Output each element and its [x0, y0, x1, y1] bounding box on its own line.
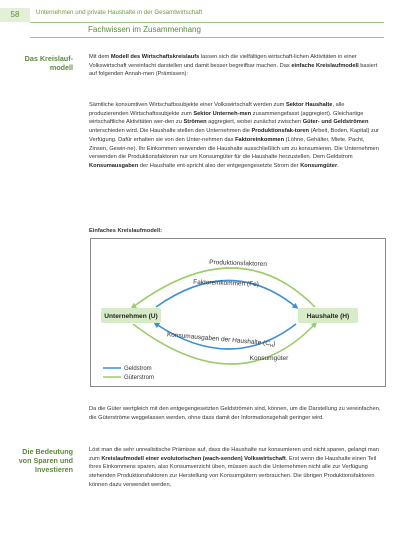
- node-unternehmen: Unternehmen (U): [104, 313, 158, 320]
- diagram-svg: [91, 239, 385, 386]
- paragraph-intro: Mit dem Modell des Wirtschaftskreislaufs lassen sich die vielfältigen wirtschaft-lichen Aktivitäten in einer Volkswirtschaft vereinfacht darstellen und damit besser begreifbar machen. Das einfache Kreislaufmodell basiert auf folgenden Annah-men (Prämissen):: [89, 54, 378, 78]
- label-factor-income: Faktoreinkommen (Fe): [193, 278, 260, 289]
- page-number: 58: [0, 8, 30, 22]
- paragraph-assumptions: Sämtliche konsumtiven Wirtschaftssubjekte einer Volkswirtschaft werden zum Sektor Haushalte, alle produzierenden Wirtschaftssubjekte zum Sektor Unterneh-men zusammengefasst (aggregiert). Gleichartige wirtschaftliche Aktivitäten wer-den zu Strömen aggregiert, wobei zunächst zwischen Güter- und Geldströmen unterschieden wird. Die Haushalte stellen den Unternehmen die Produktionsfak-toren (Arbeit, Boden, Kapital) zur Verfügung. Dafür erhalten sie von den Unter-nehmen das Faktoreinkommen (Löhne, Gehälter, Miete, Pacht, Zinsen, Gewin-ne). Ihr Einkommen verwenden die Haushalte ausschließlich um zu konsumieren. Die Unternehmen verwenden die Produktionsfaktoren nur um Konsumgüter für die Haushalte herzustellen. Dem Geldstrom Konsumausgaben der Haushalte ent-spricht also der entgegengesetzte Strom der Konsumgüter.: [89, 102, 379, 169]
- circular-flow-diagram: [90, 238, 386, 387]
- legend-money-label: Geldstrom: [124, 366, 152, 372]
- legend-goods-label: Güterstrom: [124, 375, 155, 381]
- label-consumer-goods: Konsumgüter: [249, 355, 289, 362]
- page-header: [0, 0, 400, 24]
- paragraph-simplification: Da die Güter wertgleich mit den entgegengesetzten Geldströmen sind, können, um die Darstellung zu vereinfachen, die Güterströme weggelassen werden, ohne dass damit der Informationsgehalt geringer wird.: [89, 406, 381, 421]
- section-title: Fachwissen im Zusammenhang: [88, 25, 201, 34]
- label-production-factors: Produktionsfaktoren: [209, 258, 268, 269]
- label-consumption-spending: Konsumausgaben der Haushalte $(C_H)$: [166, 331, 276, 349]
- sidebar-label-kreislaufmodell: Das Kreislauf- modell: [24, 54, 73, 72]
- paragraph-savings: Löst man die sehr unrealistische Prämisse auf, dass die Haushalte nur konsumieren und nicht sparen, gelangt man zum Kreislaufmodell einer evolutorischen (wach-senden) Volkswirtschaft. Erst wenn die Haushalte einen Teil ihres Einkommens sparen, also Konsumverzicht üben, müssen auch die Unternehmen nicht alle zur Verfügung stehenden Produktionsfaktoren zur Herstellung von Konsumgütern verbrauchen. Die übrigen Produktionsfaktoren können dazu verwendet werden,: [89, 447, 379, 488]
- sidebar-label-sparen: Die Bedeutung von Sparen und Investieren: [18, 447, 73, 474]
- node-haushalte: Haushalte (H): [306, 313, 350, 320]
- section-rule: [30, 37, 384, 38]
- diagram-heading: Einfaches Kreislaufmodell:: [89, 228, 163, 234]
- running-title: Unternehmen und private Haushalte in der Gesamtwirtschaft: [36, 9, 203, 16]
- header-rule: [30, 22, 384, 23]
